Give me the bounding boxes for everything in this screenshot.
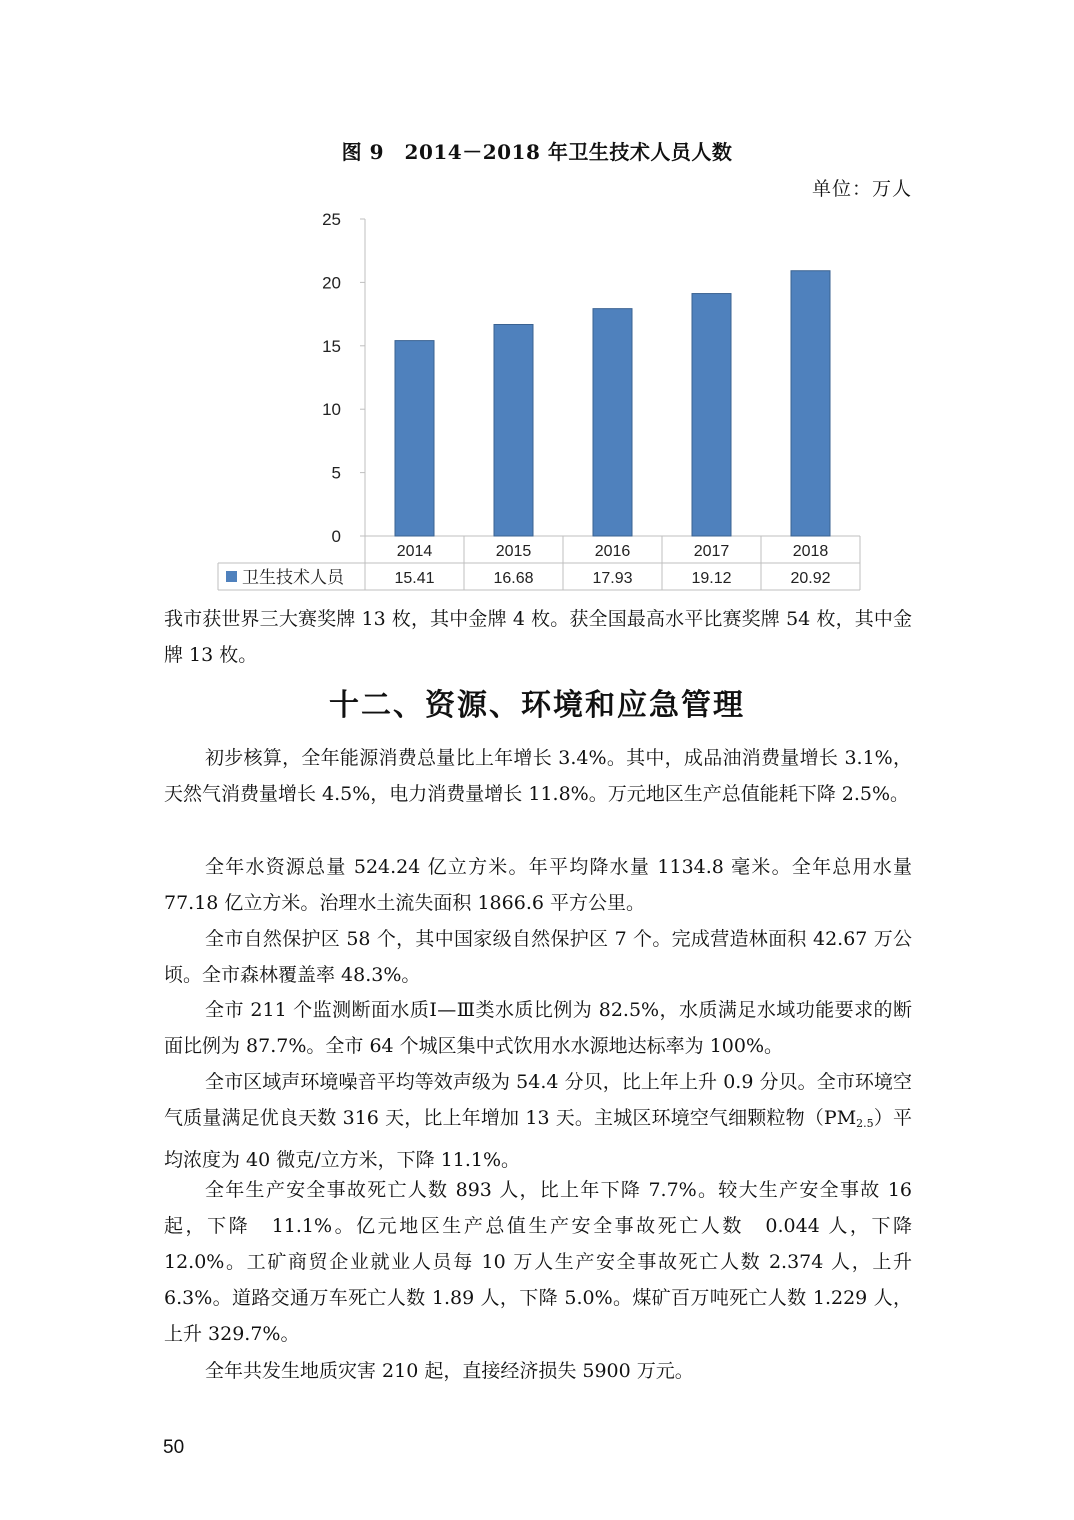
unit-label: 单位：万人 bbox=[811, 178, 912, 200]
figure-title: 图 9 2014－2018 年卫生技术人员人数 bbox=[341, 140, 733, 164]
x-category-label: 2016 bbox=[594, 543, 631, 560]
page-number: 50 bbox=[163, 1437, 185, 1458]
table-value-label: 16.68 bbox=[493, 570, 534, 587]
pm-subscript: 2.5 bbox=[856, 1117, 874, 1130]
table-value-label: 17.93 bbox=[592, 570, 633, 587]
paragraph-geology: 全年共发生地质灾害 210 起，直接经济损失 5900 万元。 bbox=[205, 1360, 694, 1382]
y-tick-label: 15 bbox=[322, 336, 341, 356]
paragraph-sports: 我市获世界三大赛奖牌 13 枚，其中金牌 4 枚。获全国最高水平比赛奖牌 54 枚，其中金牌 13 枚。 bbox=[164, 608, 912, 666]
bar bbox=[593, 309, 632, 536]
x-category-label: 2018 bbox=[792, 543, 829, 560]
table-value-label: 15.41 bbox=[394, 570, 435, 587]
paragraph-safety: 全年生产安全事故死亡人数 893 人，比上年下降 7.7%。较大生产安全事故 16 起，下降 11.1%。亿元地区生产总值生产安全事故死亡人数 0.044 人，下降 12.0%。工矿商贸企业就业人员每 10 万人生产安全事故死亡人数 2.374 人，上升 6.3%。道路交通万车死亡人数 1.89 人，下降 5.0%。煤矿百万吨死亡人数 1.229 人，上升 329.7%。 bbox=[164, 1179, 912, 1345]
paragraph-energy: 初步核算，全年能源消费总量比上年增长 3.4%。其中，成品油消费量增长 3.1%，天然气消费量增长 4.5%，电力消费量增长 11.8%。万元地区生产总值能耗下降 2.5%。 bbox=[164, 747, 912, 805]
paragraph-forest: 全市自然保护区 58 个，其中国家级自然保护区 7 个。完成营造林面积 42.67 万公顷。全市森林覆盖率 48.3%。 bbox=[164, 928, 912, 986]
bar bbox=[494, 324, 533, 536]
table-value-label: 19.12 bbox=[691, 570, 732, 587]
y-tick-label: 5 bbox=[331, 463, 341, 483]
legend-swatch bbox=[226, 571, 237, 582]
section-heading: 十二、资源、环境和应急管理 bbox=[329, 688, 745, 723]
bar bbox=[791, 271, 830, 536]
x-category-label: 2014 bbox=[396, 543, 433, 560]
paragraph-water: 全年水资源总量 524.24 亿立方米。年平均降水量 1134.8 毫米。全年总用水量 77.18 亿立方米。治理水土流失面积 1866.6 平方公里。 bbox=[164, 856, 912, 914]
y-tick-label: 10 bbox=[322, 400, 341, 420]
y-tick-label: 0 bbox=[331, 527, 341, 546]
x-category-label: 2017 bbox=[693, 543, 730, 560]
y-tick-label: 25 bbox=[322, 210, 341, 229]
bar bbox=[692, 294, 731, 536]
bar-chart bbox=[0, 0, 1074, 600]
legend-label: 卫生技术人员 bbox=[242, 568, 344, 587]
bar bbox=[395, 341, 434, 536]
paragraph-water-quality: 全市 211 个监测断面水质Ⅰ—Ⅲ类水质比例为 82.5%，水质满足水域功能要求的断面比例为 87.7%。全市 64 个城区集中式饮用水水源地达标率为 100%。 bbox=[164, 999, 912, 1057]
x-category-label: 2015 bbox=[495, 543, 532, 560]
paragraph-environment-text2: ）平均浓度为 40 微克/立方米，下降 11.1%。 bbox=[164, 1107, 912, 1171]
table-value-label: 20.92 bbox=[790, 570, 831, 587]
y-tick-label: 20 bbox=[322, 273, 341, 293]
paragraph-environment bbox=[164, 1064, 912, 1178]
paragraph-environment-text1: 全市区域声环境噪音平均等效声级为 54.4 分贝，比上年上升 0.9 分贝。全市环境空气质量满足优良天数 316 天，比上年增加 13 天。主城区环境空气细颗粒物（PM bbox=[164, 1071, 912, 1129]
